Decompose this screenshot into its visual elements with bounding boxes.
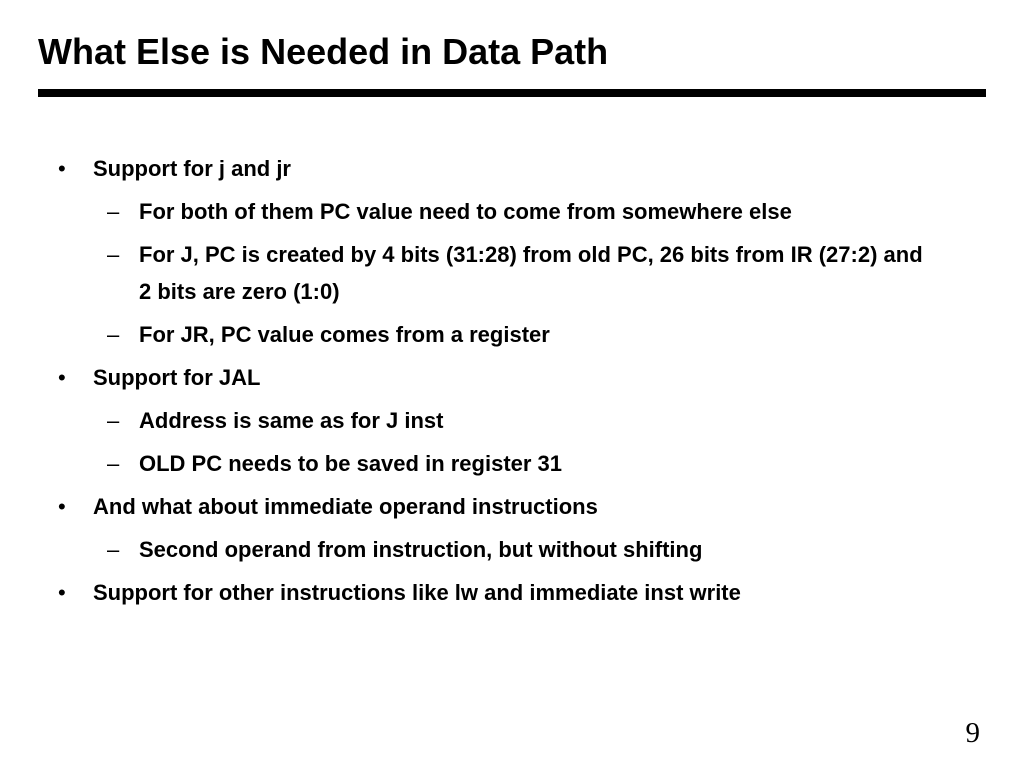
sub-item-text: OLD PC needs to be saved in register 31 xyxy=(139,451,563,476)
bullet-item-support-jal xyxy=(0,359,1024,396)
bullet-text: Support for other instructions like lw and immediate inst write xyxy=(93,580,741,605)
title-underline xyxy=(38,89,986,97)
bullet-text: Support for JAL xyxy=(93,365,261,390)
sub-item-text: Second operand from instruction, but without shifting xyxy=(139,537,703,562)
dash-marker: – xyxy=(107,199,120,224)
sub-item-j-pc-creation xyxy=(0,236,1024,310)
sub-item-text: For JR, PC value comes from a register xyxy=(139,322,550,347)
sub-item-text: For J, PC is created by 4 bits (31:28) from old PC, 26 bits from IR (27:2) and 2 bits are zero (1:0) xyxy=(139,242,923,304)
dash-marker: – xyxy=(107,322,120,347)
bullet-list xyxy=(0,150,1024,617)
sub-item-jal-address xyxy=(0,402,1024,439)
bullet-marker: • xyxy=(58,580,66,605)
page-number: 9 xyxy=(965,717,980,749)
sub-item-old-pc-saved xyxy=(0,445,1024,482)
dash-marker: – xyxy=(107,242,120,267)
bullet-marker: • xyxy=(58,156,66,181)
sub-item-jr-register xyxy=(0,316,1024,353)
dash-marker: – xyxy=(107,451,120,476)
sub-item-text: For both of them PC value need to come from somewhere else xyxy=(139,199,792,224)
bullet-marker: • xyxy=(58,365,66,390)
bullet-marker: • xyxy=(58,494,66,519)
bullet-text: Support for j and jr xyxy=(93,156,291,181)
sub-item-pc-source xyxy=(0,193,1024,230)
bullet-item-immediate-operand xyxy=(0,488,1024,525)
sub-item-text: Address is same as for J inst xyxy=(139,408,444,433)
bullet-text: And what about immediate operand instructions xyxy=(93,494,598,519)
dash-marker: – xyxy=(107,408,120,433)
sub-item-second-operand xyxy=(0,531,1024,568)
bullet-item-support-j-jr xyxy=(0,150,1024,187)
dash-marker: – xyxy=(107,537,120,562)
bullet-item-other-instructions xyxy=(0,574,1024,611)
slide-title: What Else is Needed in Data Path xyxy=(38,31,609,72)
